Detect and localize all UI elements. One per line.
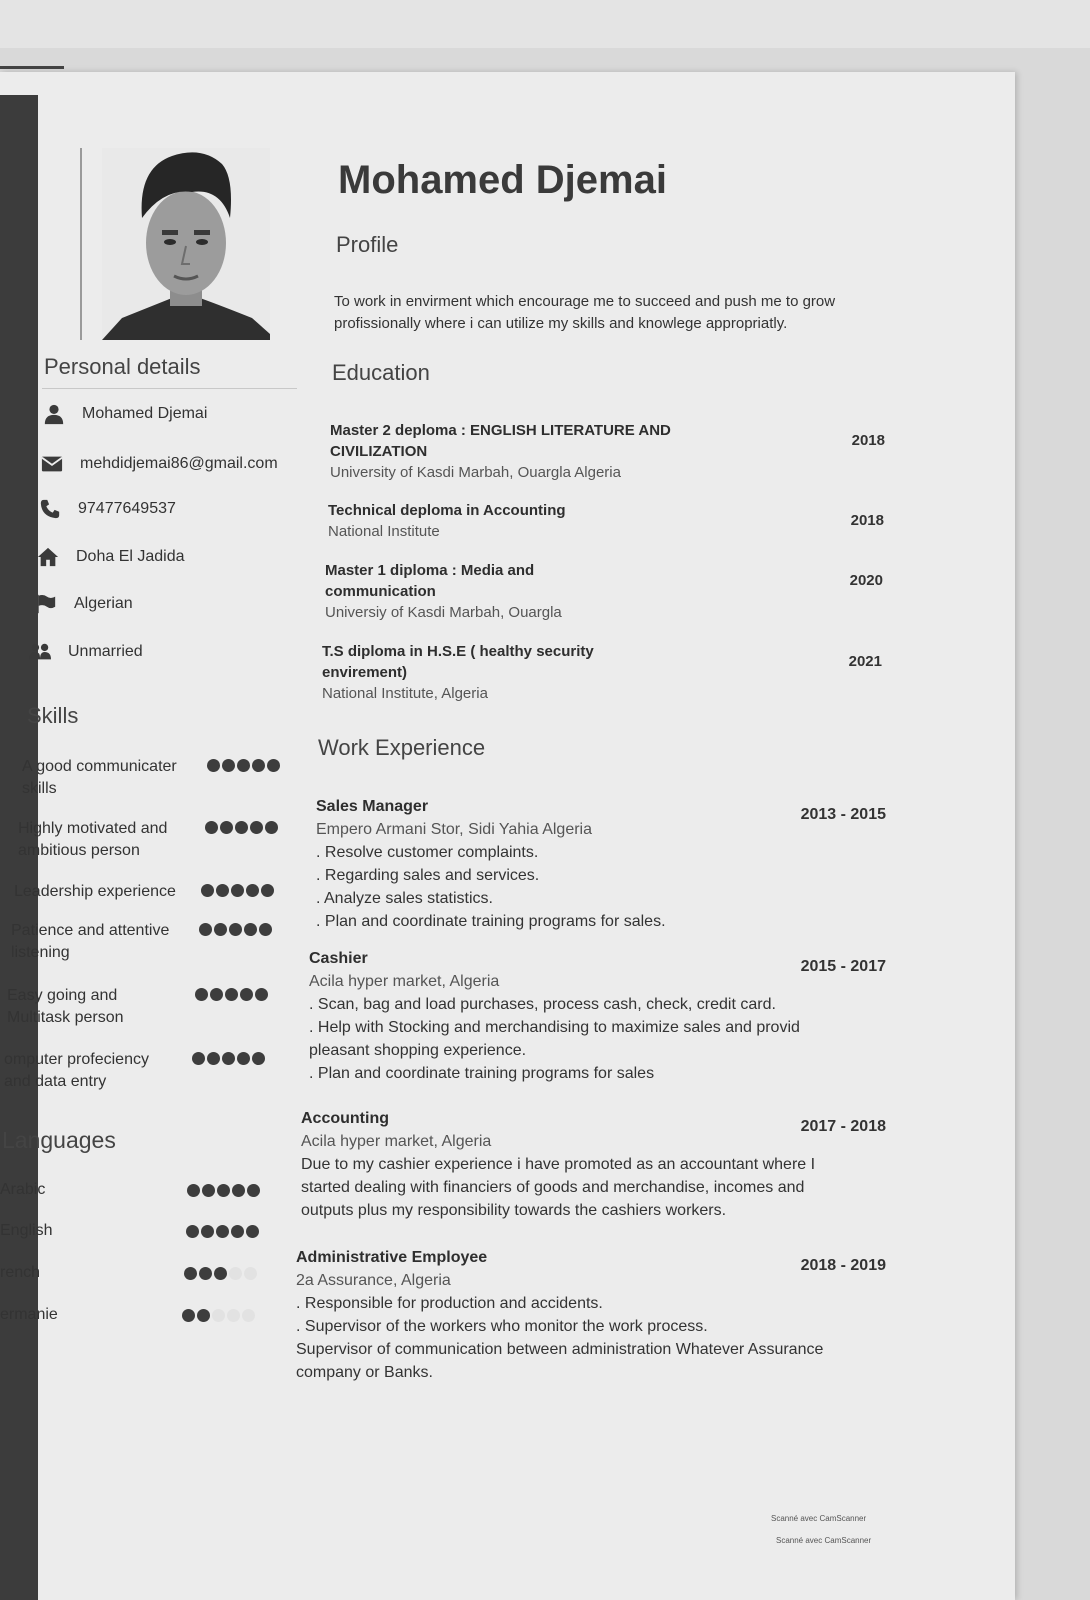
rating-dot-filled [214, 1267, 227, 1280]
skill-rating [199, 923, 272, 936]
rating-dot-filled [261, 884, 274, 897]
personal-details-divider [42, 388, 297, 389]
job-item [296, 1247, 886, 1384]
languages-title: Languages [2, 1127, 116, 1153]
home-icon [34, 545, 62, 569]
job-company: Empero Armani Stor, Sidi Yahia Algeria [316, 821, 592, 838]
rating-dot-filled [237, 759, 250, 772]
job-company: Acila hyper market, Algeria [301, 1133, 492, 1150]
job-duty: . Help with Stocking and merchandising to maximize sales and provid pleasant shopping experience. [309, 1019, 800, 1059]
rating-dot-filled [202, 1184, 215, 1197]
rating-dot-filled [232, 1184, 245, 1197]
rating-dot-filled [229, 923, 242, 936]
education-item [322, 641, 882, 705]
skill-rating [207, 759, 280, 772]
job-duty: Supervisor of communication between administration Whatever Assurance company or Banks. [296, 1341, 824, 1381]
skills-title: Skills [27, 703, 79, 728]
rating-dot-filled [187, 1184, 200, 1197]
job-duty: . Supervisor of the workers who monitor the work process. [296, 1318, 708, 1335]
rating-dot-filled [252, 1052, 265, 1065]
language-rating [187, 1184, 260, 1197]
rating-dot-filled [235, 821, 248, 834]
skill-item [18, 818, 303, 862]
personal-status: Unmarried [68, 643, 143, 660]
rating-dot-empty [212, 1309, 225, 1322]
background-top [0, 0, 1090, 48]
rating-dot-filled [201, 1225, 214, 1238]
skill-rating [201, 884, 274, 897]
rating-dot-filled [252, 759, 265, 772]
job-duty: . Plan and coordinate training programs for sales. [316, 913, 666, 930]
rating-dot-filled [199, 1267, 212, 1280]
scan-stamp: Scanné avec CamScanner [776, 1536, 872, 1545]
rating-dot-filled [201, 884, 214, 897]
education-item [328, 500, 884, 543]
personal-email: mehdidjemai86@gmail.com [80, 455, 278, 472]
rating-dot-filled [246, 1225, 259, 1238]
people-icon [26, 640, 54, 664]
rating-dot-filled [244, 923, 257, 936]
rating-dot-filled [231, 884, 244, 897]
language-item [0, 1264, 275, 1286]
user-icon [40, 402, 68, 426]
language-item [0, 1306, 275, 1328]
rating-dot-filled [222, 759, 235, 772]
profile-title: Profile [336, 232, 399, 257]
personal-nationality: Algerian [74, 595, 133, 612]
skill-label: omputer profeciency and data entry [4, 1051, 149, 1090]
background-line [0, 66, 64, 69]
language-rating [184, 1267, 257, 1280]
education-degree: Technical deploma in Accounting [328, 502, 566, 519]
skill-item [22, 756, 307, 800]
job-duty: . Responsible for production and accidents. [296, 1295, 603, 1312]
rating-dot-filled [207, 759, 220, 772]
rating-dot-filled [222, 1052, 235, 1065]
education-year: 2018 [851, 432, 885, 449]
personal-phone: 97477649537 [78, 500, 176, 517]
job-duty: . Analyze sales statistics. [316, 890, 493, 907]
envelope-icon [38, 452, 66, 476]
personal-status-row [26, 638, 143, 666]
job-duty: . Regarding sales and services. [316, 867, 540, 884]
skill-label: A good communicater skills [22, 758, 177, 797]
job-years: 2013 - 2015 [800, 806, 886, 823]
education-year: 2020 [849, 572, 883, 589]
skill-label: Highly motivated and ambitious person [18, 820, 168, 859]
rating-dot-filled [182, 1309, 195, 1322]
job-years: 2015 - 2017 [800, 958, 886, 975]
education-item [330, 420, 885, 484]
job-duty: . Scan, bag and load purchases, process cash, check, credit card. [309, 996, 776, 1013]
language-item [0, 1222, 275, 1244]
rating-dot-filled [195, 988, 208, 1001]
personal-name: Mohamed Djemai [82, 405, 208, 422]
language-label: Arabic [0, 1181, 46, 1198]
rating-dot-empty [242, 1309, 255, 1322]
job-item [309, 948, 886, 1085]
personal-phone-row [36, 495, 176, 523]
rating-dot-filled [184, 1267, 197, 1280]
job-title: Sales Manager [316, 798, 429, 815]
rating-dot-filled [207, 1052, 220, 1065]
education-title: Education [332, 360, 430, 385]
rating-dot-filled [205, 821, 218, 834]
rating-dot-filled [240, 988, 253, 1001]
skill-rating [195, 988, 268, 1001]
rating-dot-filled [216, 884, 229, 897]
job-duty: . Resolve customer complaints. [316, 844, 539, 861]
rating-dot-filled [250, 821, 263, 834]
flag-icon [32, 592, 60, 616]
language-label: ermanie [0, 1306, 58, 1323]
rating-dot-filled [259, 923, 272, 936]
job-title: Administrative Employee [296, 1249, 488, 1266]
education-degree: T.S diploma in H.S.E ( healthy security envirement) [322, 643, 594, 681]
personal-details-title: Personal details [44, 354, 201, 379]
skill-item [7, 985, 292, 1029]
skill-item [4, 1049, 289, 1093]
job-item [316, 796, 886, 933]
education-institution: University of Kasdi Marbah, Ouargla Algeria [330, 464, 621, 481]
phone-icon [36, 497, 64, 521]
work-experience-title: Work Experience [318, 735, 486, 760]
skill-label: Patience and attentive listening [11, 922, 170, 961]
job-duty: Due to my cashier experience i have promoted as an accountant where I started dealing with financiers of goods and merchandise, incomes and outputs plus my responsibility towards the cashiers workers. [301, 1156, 816, 1219]
rating-dot-filled [217, 1184, 230, 1197]
job-item [301, 1108, 886, 1222]
education-institution: National Institute, Algeria [322, 685, 488, 702]
rating-dot-filled [265, 821, 278, 834]
education-item [325, 560, 883, 624]
rating-dot-filled [214, 923, 227, 936]
personal-nationality-row [32, 590, 133, 618]
personal-email-row [38, 450, 278, 478]
personal-name-row [40, 400, 207, 428]
job-company: Acila hyper market, Algeria [309, 973, 500, 990]
rating-dot-filled [197, 1309, 210, 1322]
rating-dot-filled [216, 1225, 229, 1238]
personal-address: Doha El Jadida [76, 548, 185, 565]
full-name-heading: Mohamed Djemai [338, 158, 667, 202]
job-years: 2018 - 2019 [800, 1257, 886, 1274]
scan-stamp: Scanné avec CamScanner [771, 1514, 867, 1523]
skill-item [14, 881, 299, 903]
rating-dot-filled [247, 1184, 260, 1197]
language-rating [182, 1309, 255, 1322]
profile-photo [102, 148, 270, 340]
job-title: Accounting [301, 1110, 389, 1127]
rating-dot-empty [229, 1267, 242, 1280]
job-title: Cashier [309, 950, 368, 967]
profile-photo-frame [80, 148, 277, 340]
rating-dot-filled [267, 759, 280, 772]
skill-label: Leadership experience [14, 883, 176, 900]
rating-dot-empty [227, 1309, 240, 1322]
education-degree: Master 2 deploma : ENGLISH LITERATURE AND CIVILIZATION [330, 422, 671, 460]
rating-dot-empty [244, 1267, 257, 1280]
language-label: rench [0, 1264, 41, 1281]
rating-dot-filled [210, 988, 223, 1001]
education-institution: Universiy of Kasdi Marbah, Ouargla [325, 604, 562, 621]
language-rating [186, 1225, 259, 1238]
rating-dot-filled [237, 1052, 250, 1065]
job-duty: . Plan and coordinate training programs for sales [309, 1065, 655, 1082]
job-years: 2017 - 2018 [800, 1118, 886, 1135]
rating-dot-filled [220, 821, 233, 834]
rating-dot-filled [199, 923, 212, 936]
rating-dot-filled [186, 1225, 199, 1238]
rating-dot-filled [192, 1052, 205, 1065]
rating-dot-filled [246, 884, 259, 897]
education-institution: National Institute [328, 523, 440, 540]
personal-address-row [34, 543, 185, 571]
skill-label: Easy going and Multitask person [7, 987, 124, 1026]
education-year: 2021 [848, 653, 882, 670]
language-item [0, 1181, 275, 1203]
job-company: 2a Assurance, Algeria [296, 1272, 451, 1289]
skill-item [11, 920, 296, 964]
education-year: 2018 [850, 512, 884, 529]
rating-dot-filled [225, 988, 238, 1001]
rating-dot-filled [231, 1225, 244, 1238]
language-label: English [0, 1222, 53, 1239]
skill-rating [192, 1052, 265, 1065]
rating-dot-filled [255, 988, 268, 1001]
skill-rating [205, 821, 278, 834]
education-degree: Master 1 diploma : Media and communication [325, 562, 535, 600]
profile-text: To work in envirment which encourage me to succeed and push me to grow profissionally where i can utilize my skills and knowlege appropriatly. [334, 293, 836, 332]
